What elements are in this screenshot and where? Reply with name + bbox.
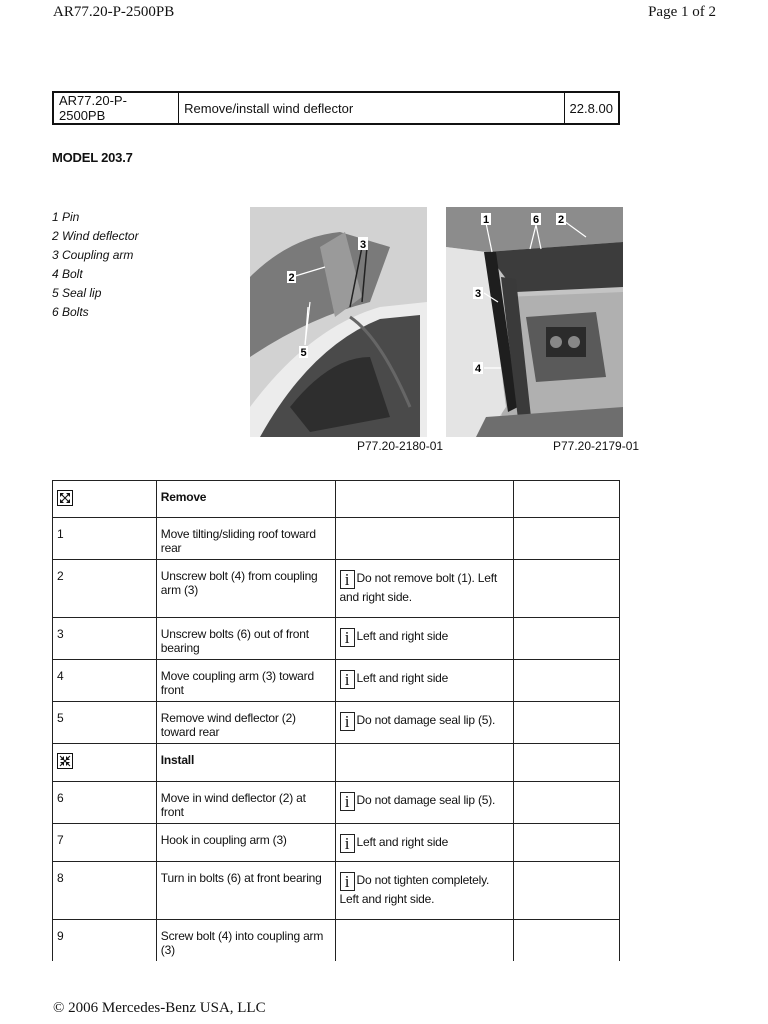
step-number: 9 <box>53 920 157 962</box>
step-number: 1 <box>53 518 157 560</box>
step-action: Move tilting/sliding roof toward rear <box>156 518 335 560</box>
table-row <box>53 920 620 962</box>
step-action: Unscrew bolt (4) from coupling arm (3) <box>156 560 335 618</box>
legend-item: 5 Seal lip <box>52 286 102 300</box>
section-heading: Install <box>156 744 335 782</box>
step-number: 4 <box>53 660 157 702</box>
legend-item: 3 Coupling arm <box>52 248 134 262</box>
info-icon: i <box>340 792 355 811</box>
title-doc-id: AR77.20-P-2500PB <box>53 92 179 124</box>
info-icon: i <box>340 628 355 647</box>
step-number: 6 <box>53 782 157 824</box>
step-note: Do not damage seal lip (5). <box>356 713 496 727</box>
step-note: Do not tighten completely. Left and right side. <box>339 873 490 906</box>
callout-label: 2 <box>557 214 565 226</box>
step-action: Turn in bolts (6) at front bearing <box>156 862 335 920</box>
callout-label: 3 <box>359 239 367 251</box>
figure-left-illustration <box>250 207 427 437</box>
copyright-footer: © 2006 Mercedes-Benz USA, LLC <box>53 1000 266 1016</box>
table-row <box>53 782 620 824</box>
page-number: Page 1 of 2 <box>648 4 716 20</box>
title-date: 22.8.00 <box>564 92 619 124</box>
install-collapse-icon <box>57 753 73 769</box>
figure-right-illustration <box>446 207 623 437</box>
table-row <box>53 618 620 660</box>
callout-label: 4 <box>474 363 482 375</box>
info-icon: i <box>340 570 355 589</box>
table-row <box>53 702 620 744</box>
table-row <box>53 824 620 862</box>
table-row <box>53 560 620 618</box>
section-heading: Remove <box>156 481 335 518</box>
step-number: 8 <box>53 862 157 920</box>
step-note: Do not damage seal lip (5). <box>356 793 496 807</box>
info-icon: i <box>340 872 355 891</box>
section-row-remove <box>53 481 620 518</box>
callout-label: 5 <box>300 347 307 359</box>
figure-right-photo <box>446 207 623 437</box>
procedure-table <box>52 480 620 961</box>
title-text: Remove/install wind deflector <box>179 92 564 124</box>
info-icon: i <box>340 712 355 731</box>
step-action: Move in wind deflector (2) at front <box>156 782 335 824</box>
step-number: 2 <box>53 560 157 618</box>
step-number: 7 <box>53 824 157 862</box>
title-block <box>52 91 620 125</box>
step-note: Left and right side <box>356 629 449 643</box>
callout-label: 2 <box>288 272 295 284</box>
callout-label: 1 <box>482 214 490 226</box>
legend-item: 1 Pin <box>52 210 80 224</box>
table-row <box>53 660 620 702</box>
step-number: 5 <box>53 702 157 744</box>
parts-legend <box>52 208 139 322</box>
step-note: Left and right side <box>356 671 449 685</box>
figure-right-caption: P77.20-2179-01 <box>553 439 640 453</box>
step-note: Left and right side <box>356 835 449 849</box>
legend-item: 6 Bolts <box>52 305 89 319</box>
legend-item: 2 Wind deflector <box>52 229 139 243</box>
callout-label: 6 <box>532 214 540 226</box>
table-row <box>53 518 620 560</box>
info-icon: i <box>340 670 355 689</box>
step-action: Hook in coupling arm (3) <box>156 824 335 862</box>
step-action: Remove wind deflector (2) toward rear <box>156 702 335 744</box>
info-icon: i <box>340 834 355 853</box>
model-label: MODEL 203.7 <box>52 150 133 165</box>
legend-item: 4 Bolt <box>52 267 83 281</box>
table-row <box>53 862 620 920</box>
section-row-install <box>53 744 620 782</box>
header-doc-id: AR77.20-P-2500PB <box>53 4 175 20</box>
step-note: Do not remove bolt (1). Left and right side. <box>339 571 497 604</box>
step-action: Unscrew bolts (6) out of front bearing <box>156 618 335 660</box>
step-action: Screw bolt (4) into coupling arm (3) <box>156 920 335 962</box>
figure-left-caption: P77.20-2180-01 <box>357 439 444 453</box>
step-action: Move coupling arm (3) toward front <box>156 660 335 702</box>
figure-left-photo <box>250 207 427 437</box>
remove-expand-icon <box>57 490 73 506</box>
callout-label: 3 <box>474 288 482 300</box>
step-number: 3 <box>53 618 157 660</box>
